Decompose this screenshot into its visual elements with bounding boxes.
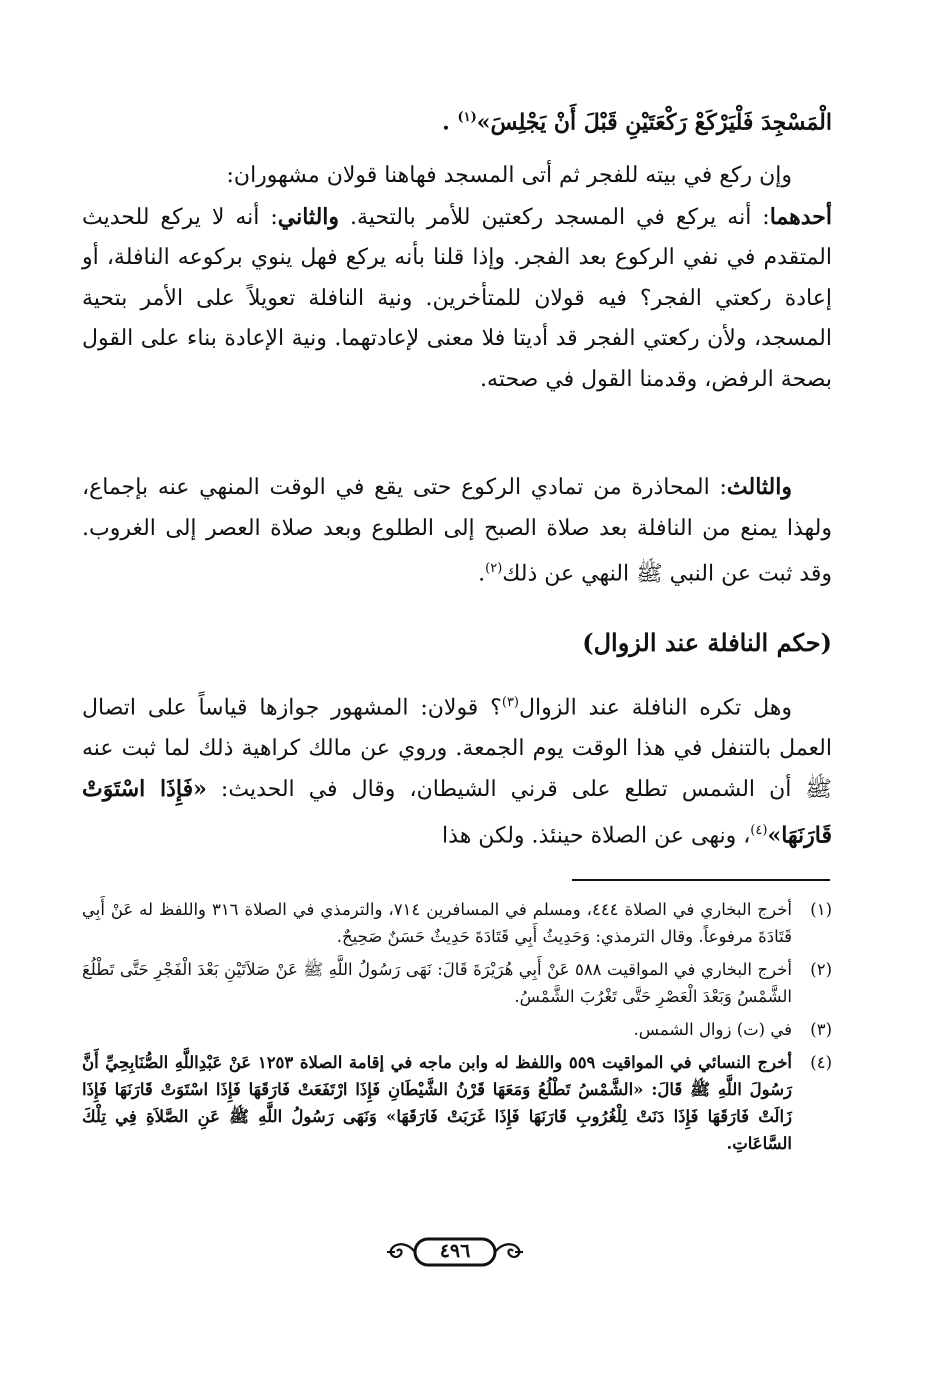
- footnote-number: (١): [810, 900, 832, 919]
- hadith-quote: الْمَسْجِدَ فَلْيَرْكَعْ رَكْعَتَيْنِ قَبْلَ أَنْ يَجْلِسَ»: [476, 109, 832, 136]
- paragraph-4-text-3: ، ونهى عن الصلاة حينئذ. ولكن هذا: [442, 823, 751, 849]
- top-line-paragraph: [82, 98, 832, 143]
- paragraph-4: [82, 683, 832, 857]
- label-second: والثاني: [277, 203, 340, 230]
- main-paragraphs: [82, 156, 832, 400]
- paragraph-3-end: .: [478, 561, 486, 587]
- page-number: ٤٩٦: [439, 1240, 471, 1262]
- footnote-text: أخرج البخاري في الصلاة ٤٤٤، ومسلم في المسافرين ٧١٤، والترمذي في الصلاة ٣١٦ واللفظ له عَنْ أَبِي قَتَادَةَ مرفوعاً. وقال الترمذي: وَحَدِيثُ أَبِي قَتَادَةَ حَدِيثٌ حَسَنٌ صَحِيحٌ.: [82, 900, 792, 946]
- hadith-quote-2: «فَإِذَا اسْتَوَتْ قَارَنَهَا»: [82, 776, 832, 849]
- top-line: [82, 98, 832, 143]
- paragraph-2: [82, 197, 832, 401]
- paragraph-4-text-1: وهل تكره النافلة عند الزوال: [519, 695, 792, 721]
- footnote-ref-4: (٤): [750, 822, 768, 838]
- section-heading: (حكم النافلة عند الزوال): [582, 628, 832, 657]
- footnote-text: أخرج النسائي في المواقيت ٥٥٩ واللفظ له وابن ماجه في إقامة الصلاة ١٢٥٣ عَنْ عَبْدِاللَّهِ الصُّنَابِحِيِّ أَنَّ رَسُولَ اللَّهِ ﷺ قَالَ: «الشَّمْسُ تَطْلُعُ وَمَعَهَا قَرْنُ الشَّيْطَانِ فَإِذَا ارْتَفَعَتْ فَارَقَهَا فَإِذَا اسْتَوَتْ قَارَنَهَا فَإِذَا زَالَتْ فَارَقَهَا فَإِذَا دَنَتْ لِلْغُرُوبِ قَارَنَهَا فَإِذَا غَرَبَتْ فَارَقَهَا» وَنَهَى رَسُولُ اللَّهِ ﷺ عَنِ الصَّلاَةِ فِي تِلْكَ السَّاعَاتِ.: [82, 1053, 792, 1153]
- footnote-item: [82, 896, 832, 950]
- footnote-ref-2: (٢): [485, 561, 503, 576]
- paragraph-4-text-2: ؟ قولان: المشهور جوازها قياساً على اتصال العمل بالتنفل في هذا الوقت يوم الجمعة. وروي عن مالك كراهية ذلك لما ثبت عنه ﷺ أن الشمس تطلع على قرني الشيطان، وقال في الحديث:: [82, 695, 832, 803]
- footnote-separator: [572, 879, 830, 881]
- footnote-text: في (ت) زوال الشمس.: [633, 1020, 792, 1039]
- paragraph-1: وإن ركع في بيته للفجر ثم أتى المسجد فهاهنا قولان مشهوران:: [226, 163, 792, 188]
- footnote-number: (٣): [810, 1020, 832, 1039]
- paragraph-3-text: : المحاذرة من تمادي الركوع حتى يقع في الوقت المنهي عنه بإجماع، ولهذا يمنع من النافلة بعد صلاة الصبح إلى الطلوع وبعد صلاة العصر إلى الغروب. وقد ثبت عن النبي ﷺ النهي عن ذلك: [82, 475, 832, 587]
- paragraph-2-text-2: : أنه لا يركع للحديث المتقدم في نفي الركوع بعد الفجر. وإذا قلنا بأنه يركع فهل ينوي بركوعه النافلة، أو إعادة ركعتي الفجر؟ فيه قولان للمتأخرين. ونية النافلة تعويلاً على الأمر بتحية المسجد، ولأن ركعتي الفجر قد أديتا فلا معنى لإعادتهما. ونية الإعادة بناء على القول بصحة الرفض، وقدمنا القول في صحته.: [82, 204, 833, 392]
- footnote-item: [82, 956, 832, 1010]
- paragraph-2-text-1: : أنه يركع في المسجد ركعتين للأمر بالتحية.: [339, 204, 770, 230]
- footnote-text: أخرج البخاري في المواقيت ٥٨٨ عَنْ أَبِي هُرَيْرَةَ قَالَ: نَهَى رَسُولُ اللَّهِ ﷺ عَنْ صَلاَتَيْنِ بَعْدَ الْفَجْرِ حَتَّى تَطْلُعَ الشَّمْسُ وَبَعْدَ الْعَصْرِ حَتَّى تَغْرُبَ الشَّمْسُ.: [82, 960, 792, 1006]
- third-paragraph: [82, 467, 832, 595]
- top-line-end: .: [442, 109, 458, 136]
- paragraph-3: [82, 467, 832, 595]
- footnote-ref-3: (٣): [501, 695, 519, 710]
- footnotes: [82, 896, 832, 1163]
- footnote-item: [82, 1049, 832, 1157]
- label-first: أحدهما: [769, 203, 832, 230]
- label-third: والثالث: [726, 474, 792, 500]
- fourth-paragraph: [82, 683, 832, 857]
- footnote-item: [82, 1016, 832, 1043]
- footnote-number: (٤): [810, 1053, 832, 1072]
- footnote-number: (٢): [810, 960, 832, 979]
- footnote-ref-1: (١): [457, 110, 477, 125]
